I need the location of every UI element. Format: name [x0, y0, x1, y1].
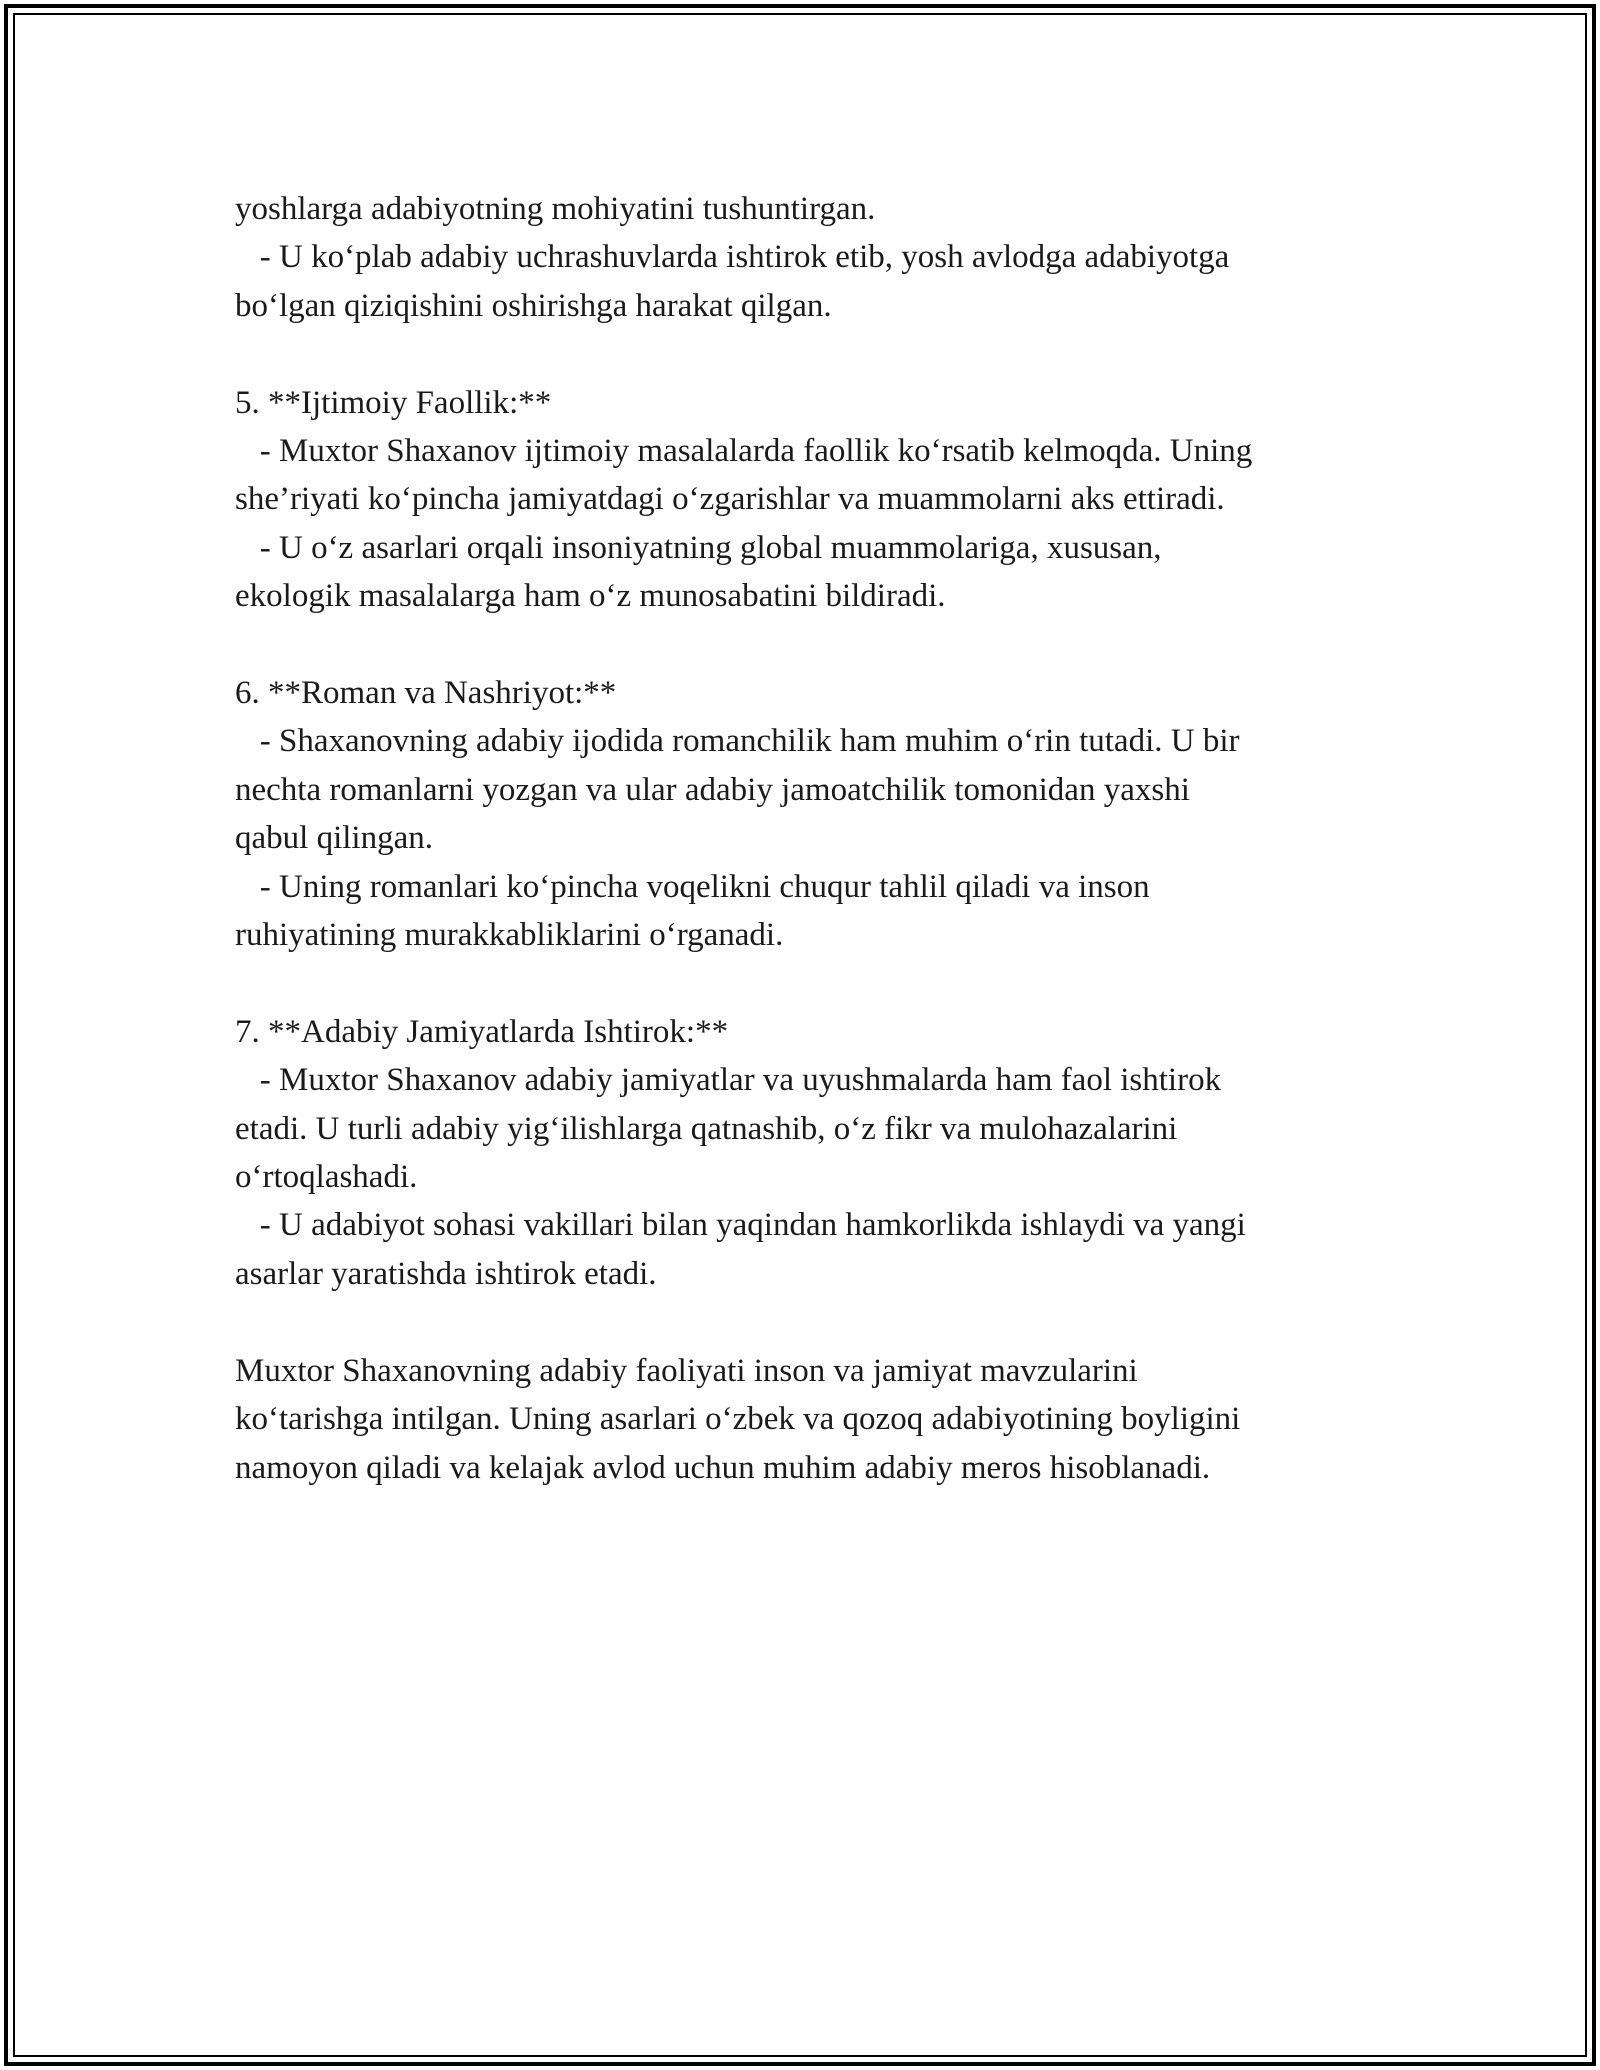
text-line: - Muxtor Shaxanov ijtimoiy masalalarda faollik ko‘rsatib kelmoqda. Uning — [235, 433, 1253, 470]
text-line: - Muxtor Shaxanov adabiy jamiyatlar va uyushmalarda ham faol ishtirok — [235, 1062, 1222, 1099]
text-line: Muxtor Shaxanovning adabiy faoliyati inson va jamiyat mavzularini — [235, 1352, 1138, 1389]
text-line: nechta romanlarni yozgan va ular adabiy jamoatchilik tomonidan yaxshi — [235, 771, 1190, 808]
text-line: yoshlarga adabiyotning mohiyatini tushuntirgan. — [235, 191, 876, 227]
section-heading: 6. **Roman va Nashriyot:** — [235, 675, 617, 712]
text-line: - Shaxanovning adabiy ijodida romanchilik ham muhim o‘rin tutadi. U bir — [235, 723, 1240, 760]
section-5 — [235, 379, 1395, 621]
text-line: o‘rtoqlashadi. — [235, 1159, 418, 1196]
text-line: ruhiyatining murakkabliklarini o‘rganadi. — [235, 917, 784, 954]
document-body — [235, 185, 1395, 1492]
section-7 — [235, 1008, 1395, 1298]
text-line: ekologik masalalarga ham o‘z munosabatini bildiradi. — [235, 578, 946, 615]
paragraph-conclusion — [235, 1347, 1395, 1492]
text-line: qabul qilingan. — [235, 820, 433, 857]
text-line: asarlar yaratishda ishtirok etadi. — [235, 1255, 657, 1292]
text-line: ko‘tarishga intilgan. Uning asarlari o‘zbek va qozoq adabiyotining boyligini — [235, 1401, 1241, 1438]
section-heading: 7. **Adabiy Jamiyatlarda Ishtirok:** — [235, 1013, 729, 1050]
text-line: - U ko‘plab adabiy uchrashuvlarda ishtirok etib, yosh avlodga adabiyotga — [235, 239, 1230, 276]
text-line: - Uning romanlari ko‘pincha voqelikni chuqur tahlil qiladi va inson — [235, 868, 1150, 905]
paragraph-intro-continuation — [235, 185, 1395, 330]
section-heading: 5. **Ijtimoiy Faollik:** — [235, 384, 552, 421]
text-line: etadi. U turli adabiy yig‘ilishlarga qatnashib, o‘z fikr va mulohazalarini — [235, 1110, 1178, 1147]
section-6 — [235, 669, 1395, 959]
text-line: - U adabiyot sohasi vakillari bilan yaqindan hamkorlikda ishlaydi va yangi — [235, 1207, 1246, 1244]
text-line: bo‘lgan qiziqishini oshirishga harakat qilgan. — [235, 287, 832, 324]
text-line: she’riyati ko‘pincha jamiyatdagi o‘zgarishlar va muammolarni aks ettiradi. — [235, 481, 1225, 518]
text-line: namoyon qiladi va kelajak avlod uchun muhim adabiy meros hisoblanadi. — [235, 1449, 1211, 1486]
text-line: - U o‘z asarlari orqali insoniyatning global muammolariga, xususan, — [235, 529, 1162, 566]
